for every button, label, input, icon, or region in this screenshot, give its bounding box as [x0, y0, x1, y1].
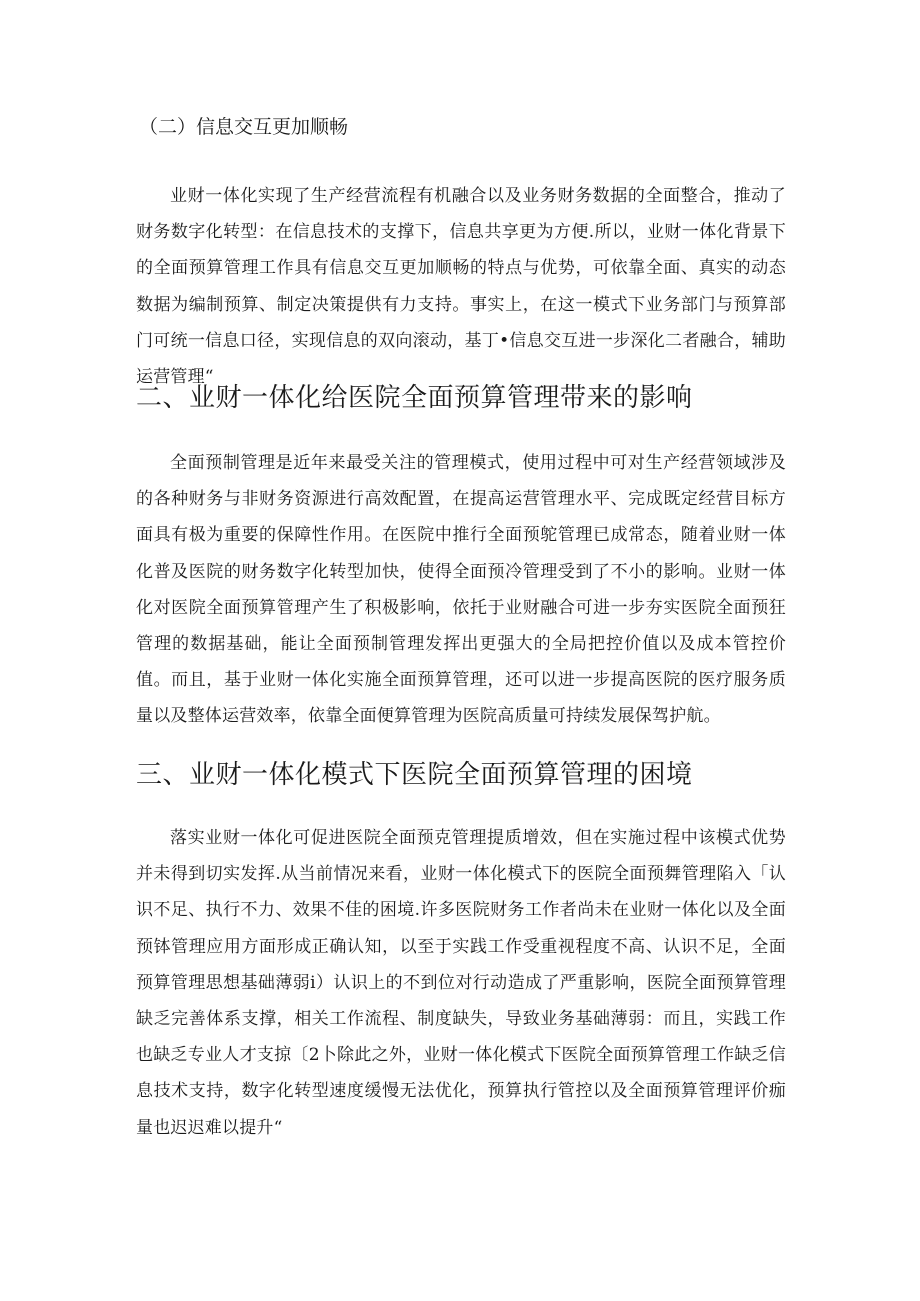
paragraph-dilemma: 落实业财一体化可促进医院全面预克管理提质增效，但在实施过程中该模式优势并未得到切实发挥.从当前情况来看，业财一体化模式下的医院全面预舞管理陷入「认识不足、执行不力、效果不佳的困境.许多医院财务工作者尚未在业财一体化以及全面预钵管理应用方面形成正确认知，以至于实践工作受重视程度不高、认识不足，全面预算管理思想基础薄弱i）认识上的不到位对行动造成了严重影响，医院全面预算管理缺乏完善体系支撑，相关工作流程、制度缺失，导致业务基础薄弱：而且，实践工作也缺乏专业人才支掠〔2卜除此之外，业财一体化模式下医院全面预算管理工作缺乏信息技术支持，数字化转型速度缓慢无法优化，预算执行管控以及全面预算管理评价痂量也迟迟难以提升“ — [136, 828, 786, 1138]
paragraph-impact: 全面预制管理是近年来最受关注的管理模式，使用过程中可对生产经营领域涉及的各种财务与非财务资源进行高效配置，在提高运营管理水平、完成既定经营目标方面具有极为重要的保障性作用。在医院中推行全面预鸵管理已成常态，随着业财一体化普及医院的财务数字化转型加快，使得全面预冷管理受到了不小的影响。业财一体化对医院全面预算管理产生了积极影响，依托于业财融合可进一步夯实医院全面预狂管理的数据基础，能让全面预制管理发挥出更强大的全局把控价值以及成本管控价值。而且，基于业财一体化实施全面预算管理，还可以进一步提高医院的医疗服务质量以及整体运营效率，依靠全面便算管理为医院高质量可持续发展保驾护航。 — [136, 453, 786, 727]
subsection-title: （二）信息交互更加顺畅 — [139, 116, 349, 138]
section-title-impact: 二、业财一体化给医院全面预算管理带来的影响 — [136, 383, 693, 413]
paragraph-info-interaction: 业财一体化实现了生产经营流程有机融合以及业务财务数据的全面整合，推动了财务数字化转型：在信息技术的支撑下，信息共享更为方便.所以，业财一体化背景下的全面预算管理工作具有信息交互更加顺畅的特点与优势，可依靠全面、真实的动态数据为编制预算、制定决策提供有力支持。事实上，在这一模式下业务部门与预算部门可统一信息口径，实现信息的双向滚动，基丁•信息交互进一步深化二者融合，辅助运营管理“ — [136, 186, 786, 388]
section-title-dilemma: 三、业财一体化模式下医院全面预算管理的困境 — [136, 760, 693, 790]
